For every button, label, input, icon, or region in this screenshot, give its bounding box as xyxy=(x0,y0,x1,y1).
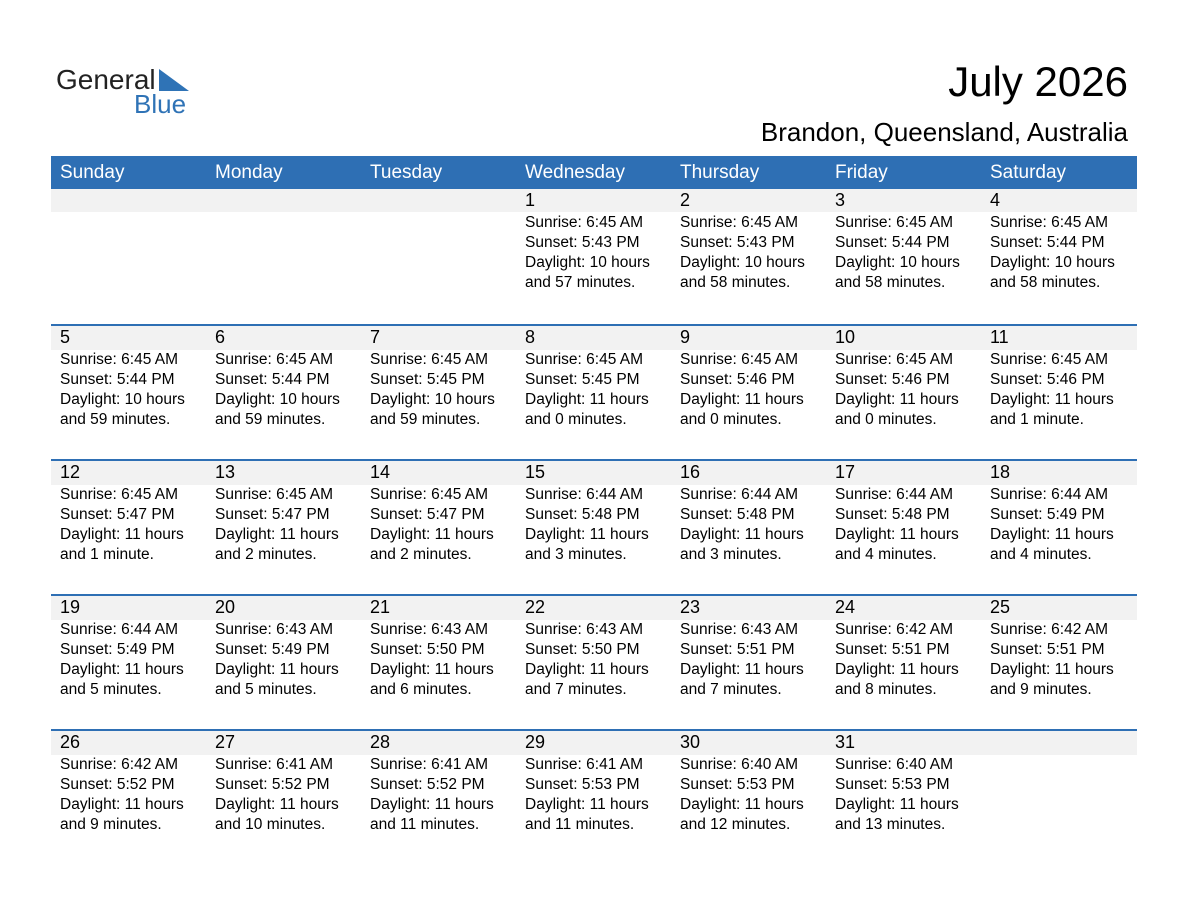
day-cell xyxy=(671,461,826,565)
sunrise-text: Sunrise: 6:41 AM xyxy=(215,756,334,773)
daylight-text: Daylight: 10 hours xyxy=(680,254,805,271)
sunset-text: Sunset: 5:53 PM xyxy=(680,776,795,793)
weekday-wednesday: Wednesday xyxy=(525,162,625,183)
sunset-text: Sunset: 5:46 PM xyxy=(990,371,1105,388)
sunset-text: Sunset: 5:43 PM xyxy=(525,234,640,251)
sunset-text: Sunset: 5:49 PM xyxy=(60,641,175,658)
daylight-minutes-text: and 0 minutes. xyxy=(835,411,937,428)
day-number: 31 xyxy=(835,732,856,752)
calendar-week-row xyxy=(51,594,1137,729)
daylight-minutes-text: and 59 minutes. xyxy=(60,411,171,428)
sunset-text: Sunset: 5:52 PM xyxy=(60,776,175,793)
calendar-weeks xyxy=(51,189,1137,864)
daylight-minutes-text: and 1 minute. xyxy=(60,546,154,563)
daylight-text: Daylight: 10 hours xyxy=(370,391,495,408)
day-cell xyxy=(206,596,361,700)
sunset-text: Sunset: 5:48 PM xyxy=(680,506,795,523)
sunset-text: Sunset: 5:52 PM xyxy=(215,776,330,793)
daylight-text: Daylight: 10 hours xyxy=(835,254,960,271)
sunset-text: Sunset: 5:47 PM xyxy=(370,506,485,523)
week-cells xyxy=(51,461,1137,565)
day-cell xyxy=(516,461,671,565)
sunrise-text: Sunrise: 6:45 AM xyxy=(835,351,954,368)
weekday-tuesday: Tuesday xyxy=(370,162,443,183)
day-cell xyxy=(206,326,361,430)
day-number: 10 xyxy=(835,327,856,347)
daylight-text: Daylight: 10 hours xyxy=(60,391,185,408)
daylight-text: Daylight: 11 hours xyxy=(525,526,649,543)
day-cell xyxy=(826,461,981,565)
day-number: 5 xyxy=(60,327,71,347)
day-number: 20 xyxy=(215,597,236,617)
sunset-text: Sunset: 5:44 PM xyxy=(60,371,175,388)
day-number: 1 xyxy=(525,190,536,210)
day-cell xyxy=(206,461,361,565)
sunrise-text: Sunrise: 6:42 AM xyxy=(990,621,1109,638)
daylight-minutes-text: and 5 minutes. xyxy=(215,681,317,698)
sunrise-text: Sunrise: 6:44 AM xyxy=(680,486,799,503)
sunrise-text: Sunrise: 6:40 AM xyxy=(680,756,799,773)
day-number: 28 xyxy=(370,732,391,752)
empty-day-cell xyxy=(981,731,1136,835)
day-number: 27 xyxy=(215,732,236,752)
day-cell xyxy=(981,596,1136,700)
daylight-text: Daylight: 11 hours xyxy=(525,391,649,408)
sunrise-text: Sunrise: 6:43 AM xyxy=(370,621,489,638)
day-cell xyxy=(361,731,516,835)
day-cell xyxy=(516,731,671,835)
weekday-thursday: Thursday xyxy=(680,162,760,183)
daylight-text: Daylight: 11 hours xyxy=(990,391,1114,408)
day-number: 17 xyxy=(835,462,856,482)
day-cell xyxy=(671,189,826,293)
daylight-minutes-text: and 3 minutes. xyxy=(525,546,627,563)
sunrise-text: Sunrise: 6:45 AM xyxy=(60,351,179,368)
daylight-minutes-text: and 9 minutes. xyxy=(60,816,162,833)
day-cell xyxy=(981,326,1136,430)
day-cell xyxy=(51,731,206,835)
weekday-friday: Friday xyxy=(835,162,888,183)
sunset-text: Sunset: 5:51 PM xyxy=(680,641,795,658)
day-cell xyxy=(826,189,981,293)
day-number: 7 xyxy=(370,327,381,347)
daylight-minutes-text: and 9 minutes. xyxy=(990,681,1092,698)
sunset-text: Sunset: 5:53 PM xyxy=(525,776,640,793)
day-cell xyxy=(826,326,981,430)
day-number: 12 xyxy=(60,462,81,482)
empty-day-cell xyxy=(206,189,361,293)
sunset-text: Sunset: 5:52 PM xyxy=(370,776,485,793)
daylight-text: Daylight: 11 hours xyxy=(525,796,649,813)
daylight-minutes-text: and 11 minutes. xyxy=(370,816,480,833)
daylight-minutes-text: and 1 minute. xyxy=(990,411,1084,428)
daylight-text: Daylight: 11 hours xyxy=(60,526,184,543)
sunset-text: Sunset: 5:44 PM xyxy=(215,371,330,388)
sunset-text: Sunset: 5:51 PM xyxy=(835,641,950,658)
sunrise-text: Sunrise: 6:44 AM xyxy=(990,486,1109,503)
day-number: 9 xyxy=(680,327,691,347)
day-number: 18 xyxy=(990,462,1011,482)
sunset-text: Sunset: 5:46 PM xyxy=(680,371,795,388)
sunrise-text: Sunrise: 6:41 AM xyxy=(525,756,644,773)
daylight-minutes-text: and 4 minutes. xyxy=(990,546,1092,563)
calendar-week-row xyxy=(51,324,1137,459)
sunrise-text: Sunrise: 6:44 AM xyxy=(525,486,644,503)
daylight-text: Daylight: 11 hours xyxy=(835,796,959,813)
day-number: 24 xyxy=(835,597,856,617)
day-number: 14 xyxy=(370,462,391,482)
sunrise-text: Sunrise: 6:44 AM xyxy=(835,486,954,503)
daylight-minutes-text: and 59 minutes. xyxy=(215,411,326,428)
day-cell xyxy=(361,326,516,430)
day-number: 29 xyxy=(525,732,546,752)
calendar xyxy=(51,156,1137,864)
sunrise-text: Sunrise: 6:41 AM xyxy=(370,756,489,773)
empty-day-cell xyxy=(361,189,516,293)
daylight-minutes-text: and 58 minutes. xyxy=(835,274,946,291)
sunset-text: Sunset: 5:45 PM xyxy=(525,371,640,388)
day-cell xyxy=(361,596,516,700)
daylight-text: Daylight: 11 hours xyxy=(680,796,804,813)
sunrise-text: Sunrise: 6:45 AM xyxy=(525,214,644,231)
sunrise-text: Sunrise: 6:43 AM xyxy=(215,621,334,638)
daylight-text: Daylight: 11 hours xyxy=(215,526,339,543)
weekday-header xyxy=(51,156,1137,189)
daylight-minutes-text: and 4 minutes. xyxy=(835,546,937,563)
day-number: 4 xyxy=(990,190,1001,210)
day-number: 19 xyxy=(60,597,81,617)
daylight-minutes-text: and 3 minutes. xyxy=(680,546,782,563)
sunrise-text: Sunrise: 6:45 AM xyxy=(370,486,489,503)
daylight-text: Daylight: 11 hours xyxy=(370,796,494,813)
day-cell xyxy=(981,461,1136,565)
sunrise-text: Sunrise: 6:45 AM xyxy=(525,351,644,368)
calendar-week-row xyxy=(51,189,1137,324)
daylight-text: Daylight: 11 hours xyxy=(835,526,959,543)
logo-blue-text: Blue xyxy=(134,89,187,119)
day-cell xyxy=(671,596,826,700)
day-cell xyxy=(671,326,826,430)
daylight-text: Daylight: 11 hours xyxy=(680,391,804,408)
daylight-minutes-text: and 11 minutes. xyxy=(525,816,635,833)
daylight-text: Daylight: 11 hours xyxy=(60,796,184,813)
day-cell xyxy=(516,596,671,700)
daylight-minutes-text: and 2 minutes. xyxy=(370,546,472,563)
day-number: 13 xyxy=(215,462,236,482)
daylight-minutes-text: and 6 minutes. xyxy=(370,681,472,698)
day-cell xyxy=(826,596,981,700)
weekday-saturday: Saturday xyxy=(990,162,1067,183)
week-cells xyxy=(51,731,1137,835)
daylight-minutes-text: and 2 minutes. xyxy=(215,546,317,563)
daylight-minutes-text: and 7 minutes. xyxy=(680,681,782,698)
location-subtitle: Brandon, Queensland, Australia xyxy=(760,117,1128,147)
daylight-text: Daylight: 11 hours xyxy=(835,661,959,678)
day-number: 2 xyxy=(680,190,691,210)
day-cell xyxy=(51,461,206,565)
logo-general-text: General xyxy=(56,64,156,95)
weekday-monday: Monday xyxy=(215,162,283,183)
day-cell xyxy=(516,326,671,430)
daylight-minutes-text: and 13 minutes. xyxy=(835,816,946,833)
sunset-text: Sunset: 5:48 PM xyxy=(835,506,950,523)
sunset-text: Sunset: 5:50 PM xyxy=(525,641,640,658)
logo xyxy=(56,64,206,124)
sunset-text: Sunset: 5:53 PM xyxy=(835,776,950,793)
sunset-text: Sunset: 5:48 PM xyxy=(525,506,640,523)
day-cell xyxy=(361,461,516,565)
sunset-text: Sunset: 5:46 PM xyxy=(835,371,950,388)
daylight-minutes-text: and 57 minutes. xyxy=(525,274,636,291)
daylight-minutes-text: and 0 minutes. xyxy=(525,411,627,428)
sunset-text: Sunset: 5:51 PM xyxy=(990,641,1105,658)
daylight-text: Daylight: 11 hours xyxy=(990,661,1114,678)
daylight-minutes-text: and 58 minutes. xyxy=(990,274,1101,291)
daylight-text: Daylight: 11 hours xyxy=(370,661,494,678)
sunset-text: Sunset: 5:44 PM xyxy=(990,234,1105,251)
sunrise-text: Sunrise: 6:45 AM xyxy=(680,214,799,231)
sunset-text: Sunset: 5:49 PM xyxy=(990,506,1105,523)
day-number: 25 xyxy=(990,597,1011,617)
day-number: 30 xyxy=(680,732,701,752)
day-cell xyxy=(51,596,206,700)
daylight-text: Daylight: 11 hours xyxy=(835,391,959,408)
week-cells xyxy=(51,326,1137,430)
day-number: 8 xyxy=(525,327,536,347)
daylight-minutes-text: and 12 minutes. xyxy=(680,816,791,833)
daylight-minutes-text: and 10 minutes. xyxy=(215,816,326,833)
day-number: 21 xyxy=(370,597,391,617)
day-number: 22 xyxy=(525,597,546,617)
sunrise-text: Sunrise: 6:45 AM xyxy=(215,486,334,503)
daylight-minutes-text: and 58 minutes. xyxy=(680,274,791,291)
calendar-week-row xyxy=(51,459,1137,594)
week-cells xyxy=(51,189,1137,293)
empty-day-cell xyxy=(51,189,206,293)
day-number: 3 xyxy=(835,190,846,210)
daylight-text: Daylight: 11 hours xyxy=(370,526,494,543)
daylight-text: Daylight: 11 hours xyxy=(990,526,1114,543)
sunset-text: Sunset: 5:50 PM xyxy=(370,641,485,658)
sunrise-text: Sunrise: 6:43 AM xyxy=(525,621,644,638)
sunrise-text: Sunrise: 6:45 AM xyxy=(990,351,1109,368)
sunset-text: Sunset: 5:47 PM xyxy=(215,506,330,523)
day-cell xyxy=(981,189,1136,293)
daylight-text: Daylight: 11 hours xyxy=(215,661,339,678)
day-cell xyxy=(826,731,981,835)
sunrise-text: Sunrise: 6:45 AM xyxy=(215,351,334,368)
sunrise-text: Sunrise: 6:45 AM xyxy=(370,351,489,368)
daylight-text: Daylight: 11 hours xyxy=(215,796,339,813)
daylight-text: Daylight: 11 hours xyxy=(680,661,804,678)
day-cell xyxy=(671,731,826,835)
daylight-minutes-text: and 5 minutes. xyxy=(60,681,162,698)
daylight-text: Daylight: 11 hours xyxy=(525,661,649,678)
sunset-text: Sunset: 5:45 PM xyxy=(370,371,485,388)
sunrise-text: Sunrise: 6:42 AM xyxy=(60,756,179,773)
sunrise-text: Sunrise: 6:45 AM xyxy=(835,214,954,231)
sunrise-text: Sunrise: 6:40 AM xyxy=(835,756,954,773)
day-cell xyxy=(516,189,671,293)
sunset-text: Sunset: 5:47 PM xyxy=(60,506,175,523)
sunrise-text: Sunrise: 6:43 AM xyxy=(680,621,799,638)
calendar-week-row xyxy=(51,729,1137,864)
day-number: 15 xyxy=(525,462,546,482)
day-number: 23 xyxy=(680,597,701,617)
sunrise-text: Sunrise: 6:45 AM xyxy=(680,351,799,368)
daylight-text: Daylight: 10 hours xyxy=(215,391,340,408)
logo-triangle-icon xyxy=(159,69,189,91)
weekday-sunday: Sunday xyxy=(60,162,125,183)
day-cell xyxy=(51,326,206,430)
sunset-text: Sunset: 5:49 PM xyxy=(215,641,330,658)
daylight-text: Daylight: 11 hours xyxy=(680,526,804,543)
sunrise-text: Sunrise: 6:42 AM xyxy=(835,621,954,638)
sunset-text: Sunset: 5:43 PM xyxy=(680,234,795,251)
sunrise-text: Sunrise: 6:45 AM xyxy=(60,486,179,503)
daylight-text: Daylight: 11 hours xyxy=(60,661,184,678)
page-title: July 2026 xyxy=(948,58,1128,105)
day-number: 26 xyxy=(60,732,81,752)
day-cell xyxy=(206,731,361,835)
day-number: 16 xyxy=(680,462,701,482)
day-number: 6 xyxy=(215,327,226,347)
daylight-minutes-text: and 59 minutes. xyxy=(370,411,481,428)
daylight-minutes-text: and 0 minutes. xyxy=(680,411,782,428)
sunrise-text: Sunrise: 6:45 AM xyxy=(990,214,1109,231)
daylight-minutes-text: and 7 minutes. xyxy=(525,681,627,698)
sunset-text: Sunset: 5:44 PM xyxy=(835,234,950,251)
week-cells xyxy=(51,596,1137,700)
daylight-text: Daylight: 10 hours xyxy=(525,254,650,271)
sunrise-text: Sunrise: 6:44 AM xyxy=(60,621,179,638)
day-number: 11 xyxy=(990,327,1009,347)
daylight-text: Daylight: 10 hours xyxy=(990,254,1115,271)
daylight-minutes-text: and 8 minutes. xyxy=(835,681,937,698)
